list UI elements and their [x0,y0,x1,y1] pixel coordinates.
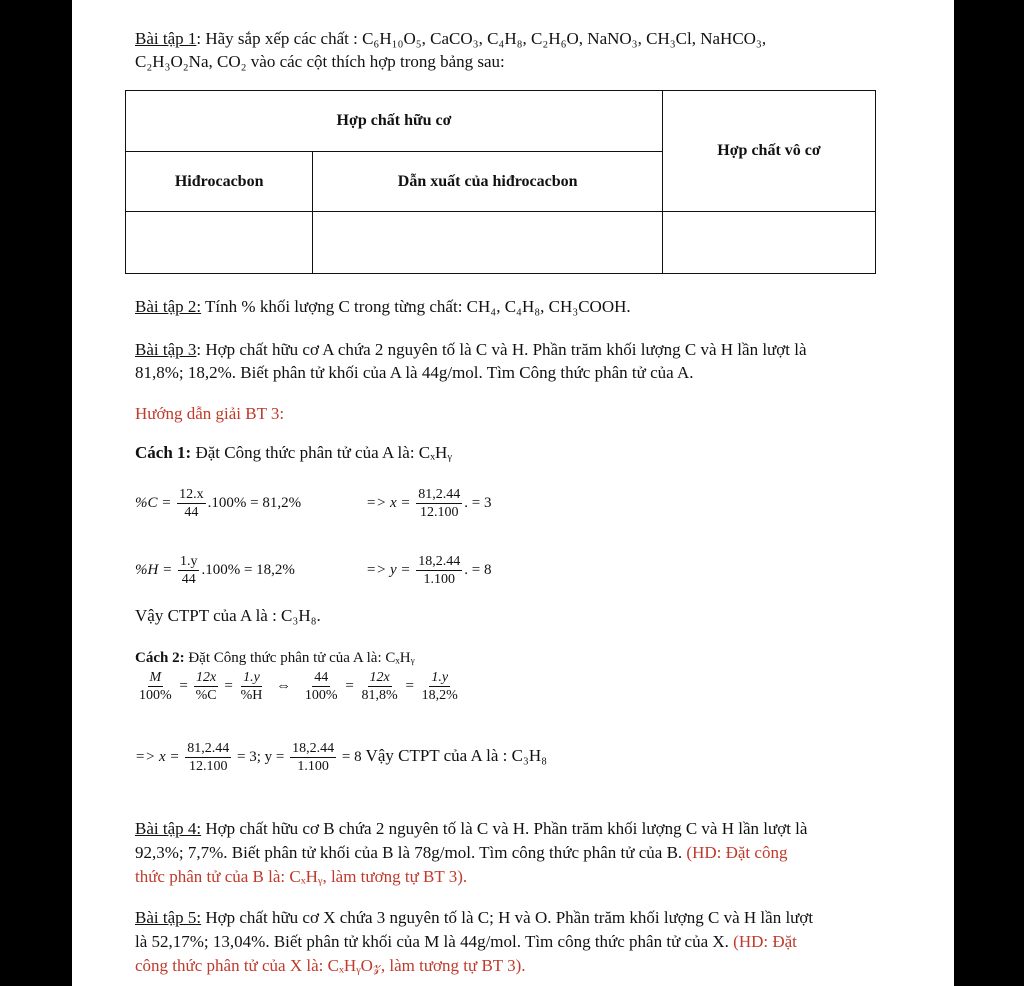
guide-title: Hướng dẫn giải BT 3: [135,404,285,423]
exercise-5-text-2: là 52,17%; 13,04%. Biết phân tử khối của M là 44g/mol. Tìm công thức phân tử của X. [135,932,734,951]
exercise-4-line-1 [135,818,807,840]
exercise-3-line-1 [135,339,807,361]
exercise-4-label: Bài tập 4: [135,819,202,838]
exercise-5-line-3: công thức phân tử của X là: CₓHᵧO𝓏, làm tương tự BT 3). [135,956,526,975]
exercise-4-text-2: 92,3%; 7,7%. Biết phân tử khối của B là 78g/mol. Tìm công thức phân tử của B. [135,843,687,862]
eq1-fraction: $\frac{12.x}{44}$ [179,487,204,521]
eq2-rhs: .100% = 18,2% [201,562,295,578]
exercise-4-hint: (HD: Đặt công [686,843,788,862]
exercise-5-line-1 [135,907,813,929]
method-1-line [135,442,452,464]
eq1-result: . = 3 [464,495,492,511]
classification-table [125,90,876,274]
y-result: = 8 [341,749,362,765]
y-fraction: $\frac{18,2.44}{1.100}$ [292,741,335,775]
x-result: = 3; y = [237,749,285,765]
organic-header: Hợp chất hữu cơ [126,91,663,152]
ratio-c: $\frac{12x}{\%C}$ [195,670,217,704]
exercise-1-text: : Hãy sắp xếp các chất : C₆H₁₀O₅, CaCO₃, C₄H₈, C₂H₆O, NaNO₃, CH₃Cl, NaHCO₃, [196,29,767,48]
eq2-fraction-2: $\frac{18,2.44}{1.100}$ [418,554,461,588]
ratio-equation: $\frac{M}{100\%}$ = $\frac{12x}{\%C}$ = $\frac{1.y}{\%H}$ ⇔ $\frac{44}{100\%}$ = $\frac{12x}{81,8\%}$ = $\frac{1.y}{18,2\%}$ [139,670,458,704]
exercise-4-line-2 [135,842,787,864]
exercise-1-line-2: C₂H₃O₂Na, CO₂ vào các cột thích hợp trong bảng sau: [135,52,505,71]
document-page [72,0,954,986]
hydrocarbon-cell [126,212,313,274]
x-fraction: $\frac{81,2.44}{12.100}$ [187,741,230,775]
exercise-5-text: Hợp chất hữu cơ X chứa 3 nguyên tố là C; H và O. Phần trăm khối lượng C và H lần lượt [201,908,814,927]
equation-percent-c [135,484,301,522]
exercise-1-label: Bài tập 1 [135,29,197,48]
method-1-text: Đặt Công thức phân tử của A là: CₓHᵧ [191,443,452,462]
eq1-lhs: %C = [135,495,172,511]
derivative-header: Dẫn xuất của hiđrocacbon [313,152,663,212]
ratio-m-value: $\frac{44}{100\%}$ [304,670,338,704]
inorganic-cell [663,212,876,274]
exercise-3-line-2: 81,8%; 18,2%. Biết phân tử khối của A là 44g/mol. Tìm Công thức phân tử của A. [135,363,694,382]
ratio-h: $\frac{1.y}{\%H}$ [240,670,263,704]
exercise-2-text: Tính % khối lượng C trong từng chất: CH₄, C₄H₈, CH₃COOH. [201,297,631,316]
exercise-3-label: Bài tập 3 [135,340,197,359]
formula-result-2: Vậy CTPT của A là : C₃H₈ [361,746,548,765]
eq1-rhs: .100% = 81,2% [207,495,302,511]
eq2-arrow: => y = [366,562,411,578]
exercise-5-hint: (HD: Đặt [733,932,797,951]
x-arrow: => x = [135,749,180,765]
exercise-5-label: Bài tập 5: [135,908,202,927]
exercise-4-text: Hợp chất hữu cơ B chứa 2 nguyên tố là C và H. Phần trăm khối lượng C và H lần lượt là [201,819,808,838]
derivative-cell [313,212,663,274]
solution-line [135,736,547,777]
method-2-label: Cách 2: [135,650,185,666]
exercise-2 [135,296,631,318]
ratio-h-value: $\frac{1.y}{18,2\%}$ [421,670,458,704]
equation-y [366,551,492,589]
eq1-arrow: => x = [366,495,411,511]
eq2-lhs: %H = [135,562,173,578]
equation-percent-h [135,551,295,589]
exercise-4-line-3: thức phân tử của B là: CₓHᵧ, làm tương tự BT 3). [135,867,468,886]
inorganic-header: Hợp chất vô cơ [663,91,876,212]
method-1-label: Cách 1: [135,443,192,462]
formula-result-1: Vậy CTPT của A là : C₃H₈. [135,606,321,625]
equivalence-symbol: ⇔ [276,678,292,694]
exercise-2-label: Bài tập 2: [135,297,202,316]
method-2-text: Đặt Công thức phân tử của A là: CₓHᵧ [184,650,415,666]
exercise-1-line-1 [135,28,766,50]
eq1-fraction-2: $\frac{81,2.44}{12.100}$ [418,487,461,521]
eq2-result: . = 8 [464,562,492,578]
ratio-c-value: $\frac{12x}{81,8\%}$ [361,670,398,704]
exercise-3-text: : Hợp chất hữu cơ A chứa 2 nguyên tố là C và H. Phần trăm khối lượng C và H lần lượt là [196,340,807,359]
equation-x [366,484,492,522]
ratio-m: $\frac{M}{100\%}$ [139,670,172,704]
hydrocarbon-header: Hiđrocacbon [126,152,313,212]
eq2-fraction: $\frac{1.y}{44}$ [179,554,198,588]
exercise-5-line-2 [135,931,797,953]
